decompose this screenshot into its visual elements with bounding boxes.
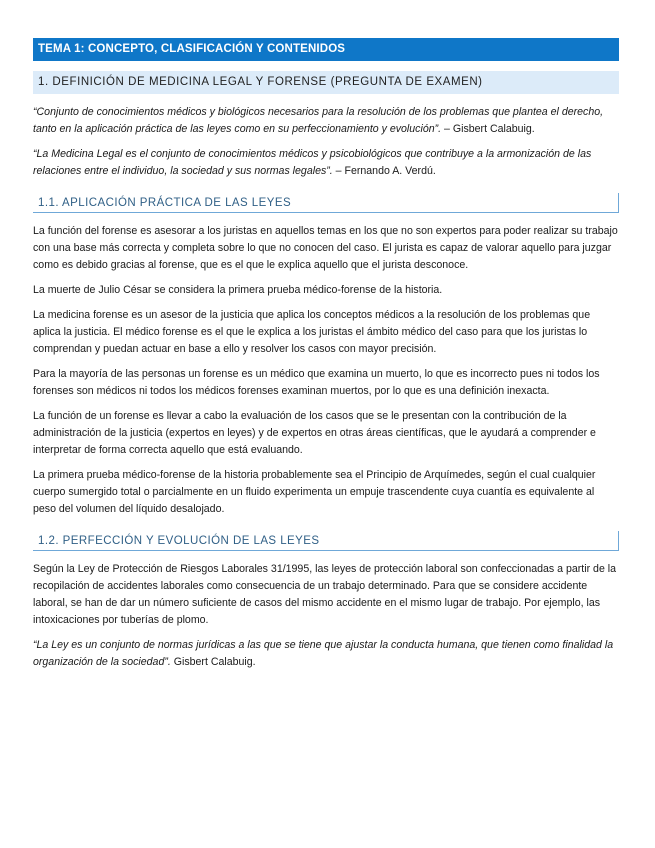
- paragraph: Según la Ley de Protección de Riesgos Laborales 31/1995, las leyes de protección laboral son confeccionadas a partir de la recopilación de accidentes laborales como consecuencia de un trabajo determinado. Para que se considere accidente laboral, se han de dar un número suficiente de casos del mismo accidente en el mismo lugar de trabajo. Por ejemplo, las intoxicaciones por tuberías de plomo.: [33, 563, 617, 626]
- quote-verdu-text: “La Medicina Legal es el conjunto de conocimientos médicos y psicobiológicos que contribuye a la armonización de las relaciones entre el individuo, la sociedad y sus normas legales”.: [33, 148, 592, 177]
- paragraph: Para la mayoría de las personas un forense es un médico que examina un muerto, lo que es incorrecto pues ni todos los forenses son médicos ni todos los médicos forenses examinan muertos, por lo que es una definición inexacta.: [33, 368, 600, 397]
- paragraph: La función de un forense es llevar a cabo la evaluación de los casos que se le presentan con la contribución de la administración de la justicia (expertos en leyes) y de expertos en otras áreas científicas, que le ayudará a comprender e interpretar de forma correcta aquello que está evaluando.: [33, 410, 596, 456]
- quote-gisbert-author: – Gisbert Calabuig.: [441, 123, 535, 135]
- paragraph: La medicina forense es un asesor de la justicia que aplica los conceptos médicos a la resolución de los problemas que aplica la justicia. El médico forense es el que le explica a los juristas el ámbito médico del caso para que los juristas lo comprendan y puedan actuar en base a ello y resolver los casos con mayor precisión.: [33, 309, 591, 355]
- quote-ley-author: Gisbert Calabuig.: [170, 656, 256, 668]
- section-1-1-heading: 1.1. APLICACIÓN PRÁCTICA DE LAS LEYES: [33, 193, 619, 213]
- document-content: [33, 38, 619, 671]
- paragraph: La muerte de Julio César se considera la primera prueba médico-forense de la historia.: [33, 284, 443, 296]
- section-1-2-heading: 1.2. PERFECCIÓN Y EVOLUCIÓN DE LAS LEYES: [33, 531, 619, 551]
- quote-gisbert-text: “Conjunto de conocimientos médicos y biológicos necesarios para la resolución de los problemas que plantea el derecho, tanto en la aplicación práctica de las leyes como en su perfeccionamiento y evolución”.: [33, 106, 604, 135]
- quote-ley-text: “La Ley es un conjunto de normas jurídicas a las que se tiene que ajustar la conducta humana, que tienen como finalidad la organización de la sociedad”.: [33, 639, 614, 668]
- paragraph: La primera prueba médico-forense de la historia probablemente sea el Principio de Arquímedes, según el cual cualquier cuerpo sumergido total o parcialmente en un fluido experimenta un empuje trascendente cuya cuantía es equivalente al peso del volumen del líquido desalojado.: [33, 469, 596, 515]
- quote-ley: [33, 637, 619, 671]
- quote-verdu: [33, 146, 619, 180]
- paragraph: La función del forense es asesorar a los juristas en aquellos temas en los que no son expertos para poder realizar su trabajo con una base más correcta y completa sobre lo que no conocen del caso. El jurista es capaz de valorar aquello para juzgar como es debido gracias al forense, que es el que le explica aquello que el jurista desconoce.: [33, 225, 618, 271]
- topic-title: TEMA 1: CONCEPTO, CLASIFICACIÓN Y CONTENIDOS: [33, 38, 619, 61]
- quote-verdu-author: – Fernando A. Verdú.: [332, 165, 436, 177]
- section-1-heading: 1. DEFINICIÓN DE MEDICINA LEGAL Y FORENSE (PREGUNTA DE EXAMEN): [33, 71, 619, 94]
- quote-gisbert: [33, 104, 619, 138]
